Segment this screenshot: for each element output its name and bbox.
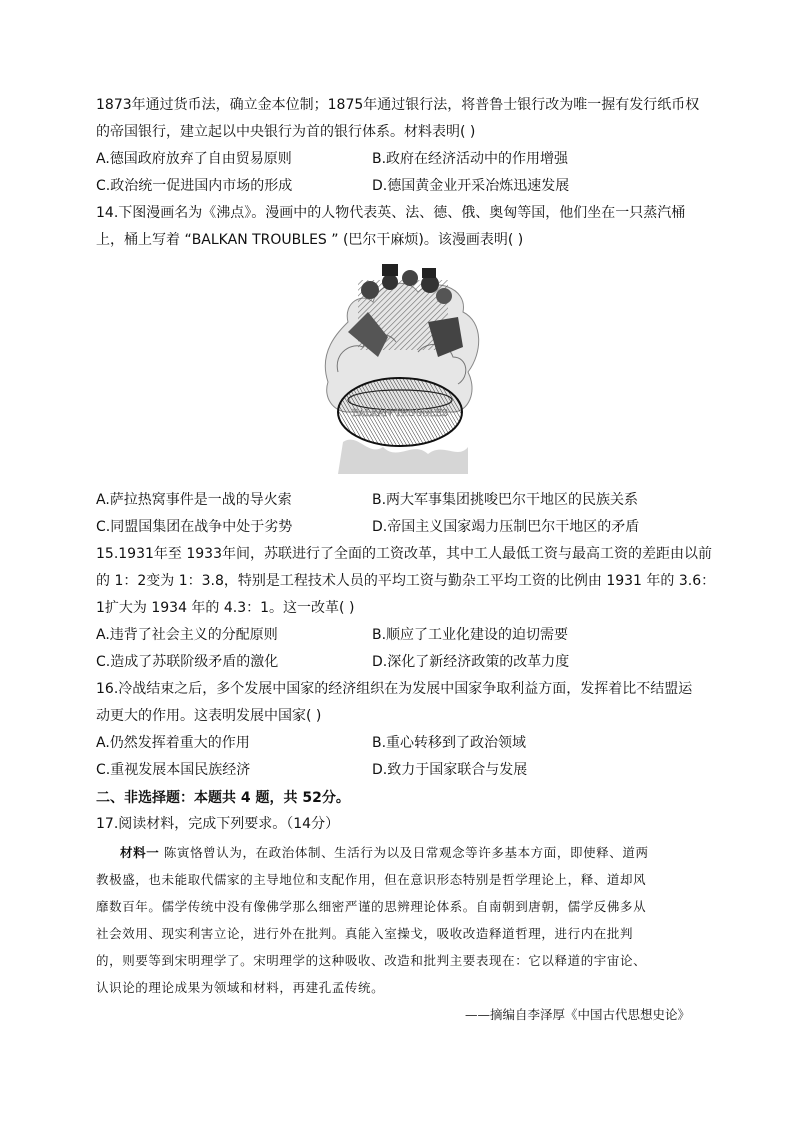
q15-options-row-2: [96, 652, 696, 672]
q16-options-row-2: [96, 760, 696, 780]
q16-option-a: A.仍然发挥着重大的作用: [96, 735, 250, 751]
q17-material-text-1: 陈寅恪曾认为，在政治体制、生活行为以及日常观念等许多基本方面，即使释、道两: [159, 845, 649, 860]
q14-option-a: A.萨拉热窝事件是一战的导火索: [96, 492, 292, 508]
q16-option-c: C.重视发展本国民族经济: [96, 762, 251, 778]
q16-stem-line-1: 16.冷战结束之后，多个发展中国家的经济组织在为发展中国家争取利益方面，发挥着比不结盟运: [96, 681, 693, 697]
q15-option-c: C.造成了苏联阶级矛盾的激化: [96, 654, 279, 670]
q13-option-a: A.德国政府放弃了自由贸易原则: [96, 151, 292, 167]
q14-stem-line-2: 上，桶上写着 “BALKAN TROUBLES ” (巴尔干麻烦)。该漫画表明( ): [96, 232, 524, 248]
q14-option-c: C.同盟国集团在战争中处于劣势: [96, 519, 293, 535]
q15-stem-line-2: 的 1：2变为 1：3.8，特别是工程技术人员的平均工资与勤杂工平均工资的比例由 1931 年的 3.6：: [96, 573, 716, 589]
q15-stem-line-1: 15.1931年至 1933年间，苏联进行了全面的工资改革，其中工人最低工资与最高工资的差距由以前: [96, 546, 712, 562]
q14-option-b: B.两大军事集团挑唆巴尔干地区的民族关系: [372, 492, 639, 508]
q14-stem-line-1: 14.下图漫画名为《沸点》。漫画中的人物代表英、法、德、俄、奥匈等国，他们坐在一只蒸汽桶: [96, 205, 686, 221]
q15-options-row-1: [96, 625, 696, 645]
q16-options-row-1: [96, 733, 696, 753]
q16-option-b: B.重心转移到了政治领域: [372, 735, 527, 751]
q13-option-b: B.政府在经济活动中的作用增强: [372, 151, 569, 167]
q14-option-d: D.帝国主义国家竭力压制巴尔干地区的矛盾: [372, 519, 640, 535]
q15-option-b: B.顺应了工业化建设的迫切需要: [372, 627, 569, 643]
q17-material-line-6: 认识论的理论成果为领域和材料，再建孔孟传统。: [96, 980, 385, 995]
cartoon-illustration: [318, 262, 488, 474]
q13-stem-line-2: 的帝国银行，建立起以中央银行为首的银行体系。材料表明( ): [96, 124, 476, 140]
q17-material-line-2: 教极盛，也未能取代儒家的主导地位和支配作用，但在意识形态特别是哲学理论上，释、道却风: [96, 872, 647, 887]
q16-option-d: D.致力于国家联合与发展: [372, 762, 528, 778]
q15-option-d: D.深化了新经济政策的改革力度: [372, 654, 570, 670]
q13-option-d: D.德国黄金业开采冶炼迅速发展: [372, 178, 570, 194]
q15-stem-line-3: 1扩大为 1934 年的 4.3：1。这一改革( ): [96, 600, 355, 616]
q13-option-c: C.政治统一促进国内市场的形成: [96, 178, 293, 194]
q17-material-label: 材料一: [120, 845, 160, 860]
q17-source: ——摘编自李泽厚《中国古代思想史论》: [464, 1007, 690, 1022]
q13-options-row-2: [96, 176, 696, 196]
q17-material-line-5: 的，则要等到宋明理学了。宋明理学的这种吸收、改造和批判主要表现在：它以释道的宇宙论、: [96, 953, 647, 968]
q17-material-line-1: [120, 843, 720, 863]
q17-material-line-3: 靡数百年。儒学传统中没有像佛学那么细密严谨的思辨理论体系。自南朝到唐朝，儒学反佛多从: [96, 899, 647, 914]
section-2-title: 二、非选择题：本题共 4 题，共 52分。: [96, 790, 350, 806]
q15-option-a: A.违背了社会主义的分配原则: [96, 627, 278, 643]
q13-options-row-1: [96, 149, 696, 169]
q14-options-row-2: [96, 517, 696, 537]
boiling-point-cartoon: [318, 262, 488, 474]
q16-stem-line-2: 动更大的作用。这表明发展中国家( ): [96, 708, 322, 724]
q17-material-line-4: 社会效用、现实利害立论，进行外在批判。真能入室操戈，吸收改造释道哲理，进行内在批判: [96, 926, 634, 941]
q14-options-row-1: [96, 490, 696, 510]
q13-stem-line-1: 1873年通过货币法，确立金本位制；1875年通过银行法，将普鲁士银行改为唯一握有发行纸币权: [96, 97, 700, 113]
q17-stem: 17.阅读材料，完成下列要求。（14分）: [96, 816, 340, 832]
barrel-label: BALKAN TROUBLES: [352, 409, 448, 419]
